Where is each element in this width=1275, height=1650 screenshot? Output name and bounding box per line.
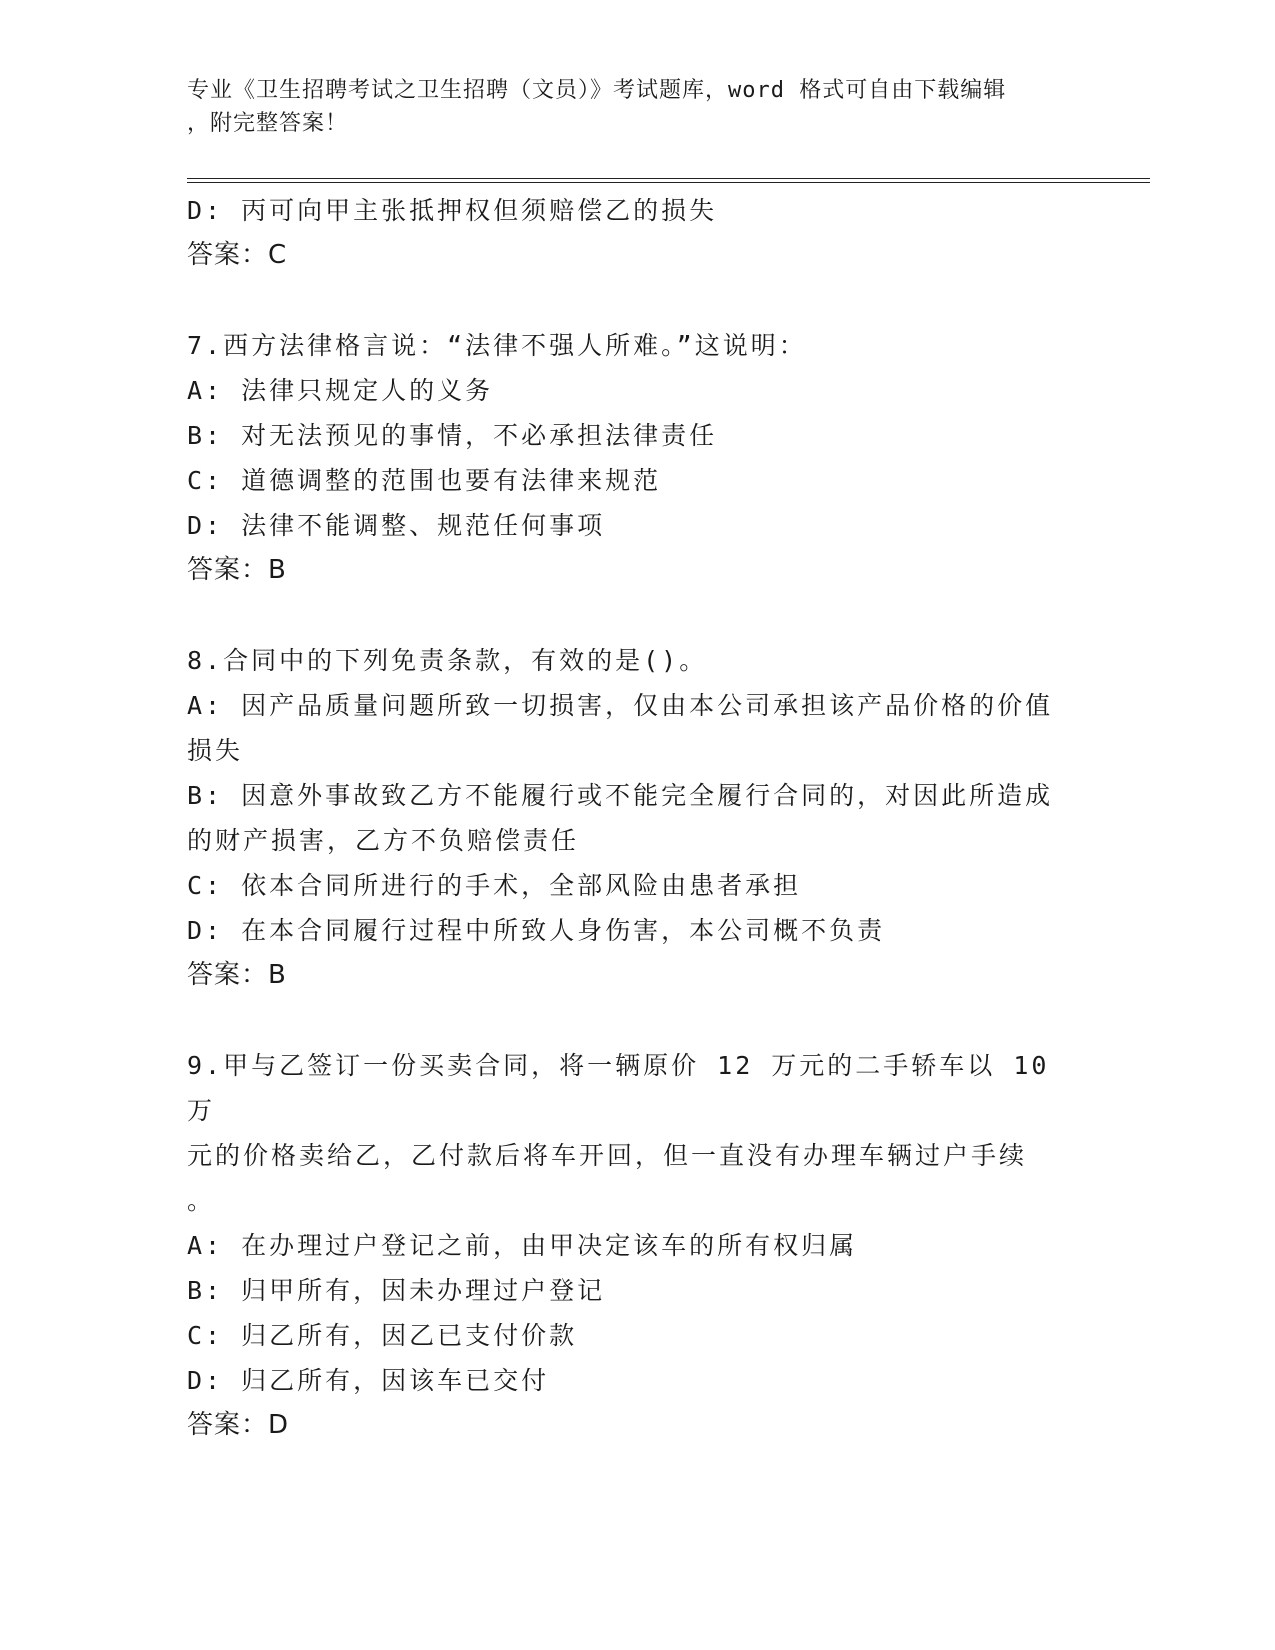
header-line-1: 专业《卫生招聘考试之卫生招聘（文员）》考试题库，word 格式可自由下载编辑	[187, 78, 1007, 103]
q9-stem-end: 。	[187, 1186, 216, 1215]
q8-option-a-cont: 损失	[187, 736, 244, 765]
q8-option-b: B: 因意外事故致乙方不能履行或不能完全履行合同的，对因此所造成	[187, 781, 1054, 810]
q9-option-d: D: 归乙所有，因该车已交付	[187, 1366, 550, 1395]
q8-stem: 8.合同中的下列免责条款，有效的是()。	[187, 646, 708, 675]
q9-option-a: A: 在办理过户登记之前，由甲决定该车的所有权归属	[187, 1231, 858, 1260]
q7-answer: 答案：B	[187, 555, 287, 585]
q9-stem: 9.甲与乙签订一份买卖合同，将一辆原价 12 万元的二手轿车以 10 万	[187, 1051, 1050, 1125]
q9-answer: 答案：D	[187, 1410, 290, 1440]
prev-answer: 答案：C	[187, 240, 288, 270]
q8-option-d: D: 在本合同履行过程中所致人身伤害，本公司概不负责	[187, 916, 886, 945]
q7-option-b: B: 对无法预见的事情，不必承担法律责任	[187, 421, 718, 450]
q8-option-a: A: 因产品质量问题所致一切损害，仅由本公司承担该产品价格的价值	[187, 691, 1054, 720]
q7-option-a: A: 法律只规定人的义务	[187, 376, 494, 405]
spacer	[187, 998, 1087, 1043]
spacer	[187, 593, 1087, 638]
q8-option-b-cont: 的财产损害，乙方不负赔偿责任	[187, 826, 580, 855]
q7-option-d: D: 法律不能调整、规范任何事项	[187, 511, 606, 540]
q9-option-b: B: 归甲所有，因未办理过户登记	[187, 1276, 606, 1305]
header-line-2: ，附完整答案！	[187, 111, 349, 136]
header-divider	[187, 178, 1150, 183]
spacer	[187, 278, 1087, 323]
question-9	[187, 1043, 1087, 1448]
prev-option-d: D: 丙可向甲主张抵押权但须赔偿乙的损失	[187, 196, 718, 225]
q8-option-c: C: 依本合同所进行的手术，全部风险由患者承担	[187, 871, 802, 900]
document-header	[187, 74, 1067, 140]
q7-option-c: C: 道德调整的范围也要有法律来规范	[187, 466, 662, 495]
question-8	[187, 638, 1087, 998]
q9-stem-cont: 元的价格卖给乙，乙付款后将车开回，但一直没有办理车辆过户手续	[187, 1141, 1028, 1170]
q9-option-c: C: 归乙所有，因乙已支付价款	[187, 1321, 578, 1350]
q8-answer: 答案：B	[187, 960, 287, 990]
question-7	[187, 323, 1087, 593]
question-list	[187, 188, 1087, 1448]
q7-stem: 7.西方法律格言说：“法律不强人所难。”这说明：	[187, 331, 807, 360]
